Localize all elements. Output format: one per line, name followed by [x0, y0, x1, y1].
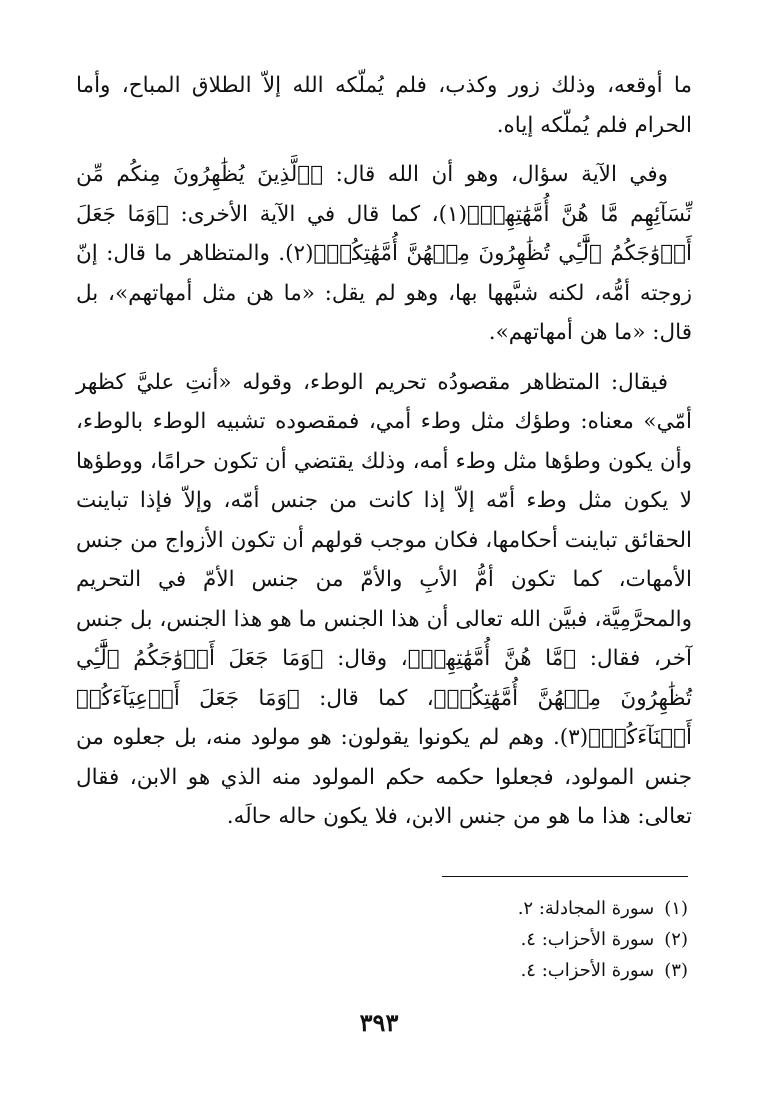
main-text	[76, 66, 692, 837]
footnote-2	[380, 924, 688, 955]
footnote-separator	[442, 876, 688, 877]
footnote-number: (٢)	[664, 929, 688, 950]
footnote-number: (١)	[664, 898, 688, 919]
footnote-text: سورة الأحزاب: ٤.	[520, 960, 655, 981]
footnote-3	[380, 955, 688, 986]
paragraph-1: ما أوقعه، وذلك زور وكذب، فلم يُملّكه الله إلاّ الطلاق المباح، وأما الحرام فلم يُملّكه إياه.	[76, 73, 692, 138]
footnote-text: سورة الأحزاب: ٤.	[520, 929, 655, 950]
paragraph-3: فيقال: المتظاهر مقصودُه تحريم الوطء، وقوله «أنتِ عليَّ كظهر أمّي» معناه: وطؤك مثل وطء أمي، فمقصوده تشبيه الوطء بالوطء، وأن يكون وطؤها مثل وطء أمه، وذلك يقتضي أن تكون حرامًا، ووطؤها لا يكون مثل وطء أمّه إلاّ إذا كانت من جنس أمّه، وإلاّ فإذا تباينت الحقائق تباينت أحكامها، فكان موجب قولهم أن تكون الأزواج من جنس الأمهات، كما تكون أمُّ الأبِ والأمّ من جنس الأمّ في التحريم والمحرَّمِيَّة، فبيَّن الله تعالى أن هذا الجنس ما هو هذا الجنس، بل جنس آخر، فقال: ﴿مَّا هُنَّ أُمَّهَٰتِهِمۡ﴾، وقال: ﴿وَمَا جَعَلَ أَزۡوَٰجَكُمُ ٱلَّٰٓـِٔي تُظَٰهِرُونَ مِنۡهُنَّ أُمَّهَٰتِكُمۡ﴾، كما قال: ﴿وَمَا جَعَلَ أَدۡعِيَآءَكُمۡ أَبۡنَآءَكُمۡ﴾(٣). وهم لم يكونوا يقولون: هو مولود منه، بل جعلوه من جنس المولود، فجعلوا حكمه حكم المولود منه الذي هو الابن، فقال تعالى: هذا ما هو من جنس الابن، فلا يكون حاله حالَه.	[76, 369, 692, 829]
footnote-number: (٣)	[664, 960, 688, 981]
footnote-text: سورة المجادلة: ٢.	[517, 898, 655, 919]
paragraph-2: وفي الآية سؤال، وهو أن الله قال: ﴿ٱلَّذِينَ يُظَٰهِرُونَ مِنكُم مِّن نِّسَآئِهِم مَّا هُنَّ أُمَّهَٰتِهِمۡ﴾(١)، كما قال في الآية الأخرى: ﴿وَمَا جَعَلَ أَزۡوَٰجَكُمُ ٱلَّٰٓـِٔي تُظَٰهِرُونَ مِنۡهُنَّ أُمَّهَٰتِكُمۡ﴾(٢). والمتظاهر ما قال: إنّ زوجته أمُّه، لكنه شبَّهها بها، وهو لم يقل: «ما هن مثل أمهاتهم»، بل قال: «ما هن أمهاتهم».	[76, 162, 692, 345]
page-number: ٣٩٣	[359, 1008, 399, 1037]
footnotes	[380, 893, 688, 986]
footnote-1	[380, 893, 688, 924]
